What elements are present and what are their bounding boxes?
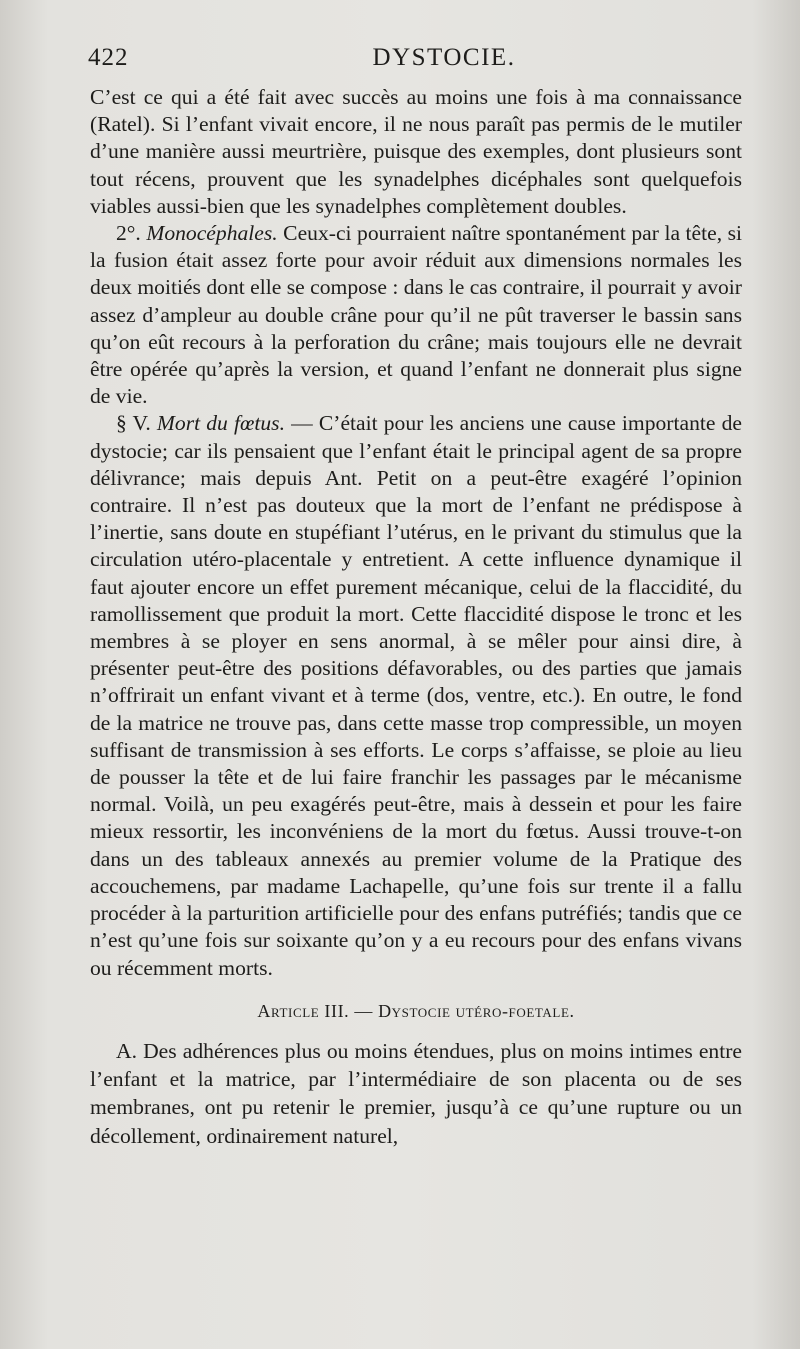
- page-header: [88, 44, 740, 80]
- paragraph-mort-du-foetus: [90, 410, 742, 981]
- paragraph-continuation: C’est ce qui a été fait avec succès au moins une fois à ma connaissance (Ratel). Si l’enfant vivait encore, il ne nous paraît pas permis de le mutiler d’une manière aussi meurtrière, puisque des exemples, dont plusieurs sont tout récens, prouvent que les synadelphes dicéphales sont quelquefois viables aussi-bien que les synadelphes complètement doubles.: [90, 85, 742, 218]
- article-heading: Article III. — Dystocie utéro-foetale.: [257, 1000, 575, 1021]
- section-number: 2°.: [116, 221, 147, 246]
- section-title: Monocéphales.: [146, 221, 278, 246]
- running-title: DYSTOCIE.: [372, 44, 516, 71]
- paragraph-monocephales: [90, 220, 742, 410]
- page-number: 422: [88, 44, 129, 71]
- page-body: [90, 84, 742, 1150]
- paragraph-adherences: A. Des adhérences plus ou moins étendues, plus on moins intimes entre l’enfant et la matrice, par l’intermédiaire de son placenta ou de ses membranes, ont pu retenir le premier, jusqu’à ce qu’une rupture ou un décollement, ordinairement naturel,: [90, 1038, 742, 1148]
- section-number: § V.: [116, 411, 157, 436]
- section-title: Mort du fœtus.: [156, 411, 285, 436]
- paragraph-text: Ceux-ci pourraient naître spontanément par la tête, si la fusion était assez forte pour avoir réduit aux dimensions normales les deux moitiés dont elle se compose : dans le cas contraire, il pourrait y avoir assez d’ampleur au double crâne pour qu’il ne pût traverser le bassin sans qu’on eût recours à la perforation du crâne; mais toujours elle ne devrait être opérée qu’après la version, et quand l’enfant ne donnerait plus signe de vie.: [90, 221, 743, 409]
- paragraph-text: — C’était pour les anciens une cause importante de dystocie; car ils pensaient que l’enfant était le principal agent de sa propre délivrance; mais depuis Ant. Petit on a peut-être exagéré l’opinion contraire. Il n’est pas douteux que la mort de l’enfant ne prédispose à l’inertie, sans doute en stupéfiant l’utérus, en le privant du stimulus que la circulation utéro-placentale y entretient. A cette influence dynamique il faut ajouter encore un effet purement mécanique, celui de la flaccidité, du ramollissement que produit la mort. Cette flaccidité dispose le tronc et les membres à se ployer en sens anormal, à se mêler pour ainsi dire, à présenter peut-être des positions défavorables, ou des parties que jamais n’offrirait un enfant vivant et à terme (dos, ventre, etc.). En outre, le fond de la matrice ne trouve pas, dans cette masse trop compressible, un moyen suffisant de transmission à ses efforts. Le corps s’affaisse, se ploie au lieu de pousser la tête et de lui faire franchir les passages par le mécanisme normal. Voilà, un peu exagérés peut-être, mais à dessein et pour les faire mieux ressortir, les inconvéniens de la mort du fœtus. Aussi trouve-t-on dans un des tableaux annexés au premier volume de la Pratique des accouchemens, par madame Lachapelle, qu’une fois sur trente il a fallu procéder à la parturition artificielle pour des enfans putréfiés; tandis que ce n’est qu’une fois sur soixante qu’on y a eu recours pour des enfans vivans ou récemment morts.: [90, 411, 742, 980]
